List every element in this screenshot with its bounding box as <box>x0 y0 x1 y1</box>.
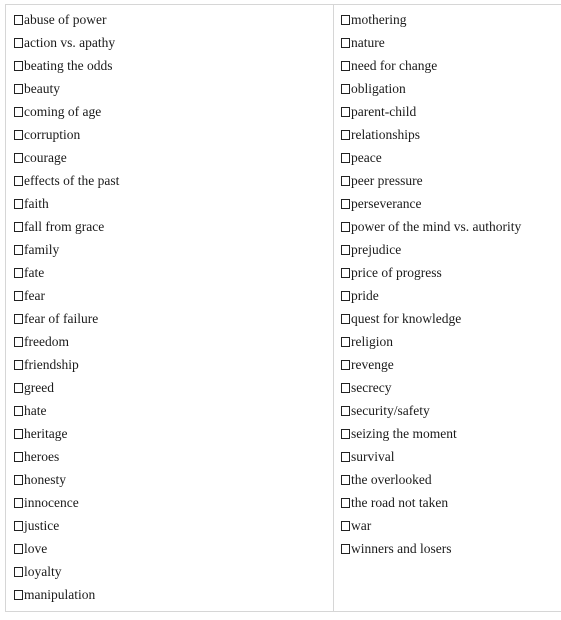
theme-checklist-item[interactable] <box>14 31 333 54</box>
checkbox-icon[interactable] <box>341 498 350 508</box>
theme-checklist-item[interactable] <box>14 284 333 307</box>
checkbox-icon[interactable] <box>14 107 23 117</box>
theme-checklist-item[interactable] <box>341 445 561 468</box>
theme-checklist-item[interactable] <box>14 445 333 468</box>
theme-checklist-item[interactable] <box>14 307 333 330</box>
theme-label: corruption <box>24 127 81 142</box>
theme-label: security/safety <box>351 403 430 418</box>
checkbox-icon[interactable] <box>341 222 350 232</box>
checkbox-icon[interactable] <box>341 15 350 25</box>
checkbox-icon[interactable] <box>14 291 23 301</box>
theme-checklist-item[interactable] <box>14 376 333 399</box>
theme-label: hate <box>24 403 47 418</box>
theme-checklist-item[interactable] <box>341 284 561 307</box>
theme-checklist-item[interactable] <box>14 238 333 261</box>
checkbox-icon[interactable] <box>341 521 350 531</box>
theme-label: religion <box>351 334 393 349</box>
checkbox-icon[interactable] <box>341 61 350 71</box>
theme-checklist-item[interactable] <box>14 468 333 491</box>
checkbox-icon[interactable] <box>14 15 23 25</box>
theme-label: fall from grace <box>24 219 105 234</box>
theme-label: greed <box>24 380 54 395</box>
theme-checklist-item[interactable] <box>14 261 333 284</box>
theme-label: quest for knowledge <box>351 311 462 326</box>
checkbox-icon[interactable] <box>14 406 23 416</box>
checkbox-icon[interactable] <box>14 567 23 577</box>
theme-label: the road not taken <box>351 495 449 510</box>
theme-checklist-item[interactable] <box>341 77 561 100</box>
theme-label: secrecy <box>351 380 392 395</box>
theme-checklist-item[interactable] <box>14 192 333 215</box>
theme-checklist-item[interactable] <box>341 491 561 514</box>
checkbox-icon[interactable] <box>14 498 23 508</box>
checkbox-icon[interactable] <box>14 475 23 485</box>
checkbox-icon[interactable] <box>14 314 23 324</box>
theme-label: price of progress <box>351 265 442 280</box>
theme-label: perseverance <box>351 196 422 211</box>
theme-checklist-item[interactable] <box>341 376 561 399</box>
theme-checklist-item[interactable] <box>14 215 333 238</box>
left-column <box>6 5 334 611</box>
checkbox-icon[interactable] <box>14 153 23 163</box>
theme-checklist-item[interactable] <box>341 238 561 261</box>
theme-label: courage <box>24 150 67 165</box>
theme-checklist-item[interactable] <box>341 54 561 77</box>
theme-label: mothering <box>351 12 407 27</box>
theme-label: prejudice <box>351 242 402 257</box>
theme-checklist-item[interactable] <box>341 307 561 330</box>
checkbox-icon[interactable] <box>341 268 350 278</box>
checkbox-icon[interactable] <box>341 360 350 370</box>
theme-checklist-item[interactable] <box>341 422 561 445</box>
theme-label: innocence <box>24 495 79 510</box>
checkbox-icon[interactable] <box>14 245 23 255</box>
checkbox-icon[interactable] <box>14 452 23 462</box>
checkbox-icon[interactable] <box>341 176 350 186</box>
checkbox-icon[interactable] <box>14 521 23 531</box>
theme-label: family <box>24 242 60 257</box>
theme-label: effects of the past <box>24 173 120 188</box>
theme-label: beating the odds <box>24 58 113 73</box>
checkbox-icon[interactable] <box>341 337 350 347</box>
theme-label: coming of age <box>24 104 102 119</box>
checkbox-icon[interactable] <box>341 107 350 117</box>
theme-checklist-item[interactable] <box>14 54 333 77</box>
theme-checklist-item[interactable] <box>341 169 561 192</box>
theme-checklist-item[interactable] <box>14 169 333 192</box>
theme-label: survival <box>351 449 395 464</box>
theme-label: heritage <box>24 426 68 441</box>
checkbox-icon[interactable] <box>341 245 350 255</box>
checkbox-icon[interactable] <box>14 337 23 347</box>
theme-label: peer pressure <box>351 173 423 188</box>
theme-label: manipulation <box>24 587 96 602</box>
theme-label: peace <box>351 150 382 165</box>
theme-checklist-item[interactable] <box>14 330 333 353</box>
theme-label: fear <box>24 288 45 303</box>
theme-checklist-item[interactable] <box>14 537 333 560</box>
theme-label: friendship <box>24 357 79 372</box>
theme-checklist-item[interactable] <box>341 537 561 560</box>
checkbox-icon[interactable] <box>14 222 23 232</box>
checkbox-icon[interactable] <box>14 590 23 600</box>
theme-checklist-item[interactable] <box>341 353 561 376</box>
theme-checklist-item[interactable] <box>341 123 561 146</box>
checkbox-icon[interactable] <box>14 61 23 71</box>
theme-checklist-item[interactable] <box>14 399 333 422</box>
checkbox-icon[interactable] <box>341 314 350 324</box>
theme-label: the overlooked <box>351 472 432 487</box>
checkbox-icon[interactable] <box>14 383 23 393</box>
theme-checklist-item[interactable] <box>14 560 333 583</box>
theme-label: loyalty <box>24 564 62 579</box>
theme-label: revenge <box>351 357 394 372</box>
theme-checklist-item[interactable] <box>14 514 333 537</box>
checkbox-icon[interactable] <box>14 429 23 439</box>
theme-checklist-item[interactable] <box>341 215 561 238</box>
theme-checklist-item[interactable] <box>14 100 333 123</box>
checkbox-icon[interactable] <box>341 475 350 485</box>
theme-label: obligation <box>351 81 406 96</box>
theme-checklist-table <box>5 4 561 612</box>
theme-label: nature <box>351 35 385 50</box>
theme-label: fear of failure <box>24 311 99 326</box>
theme-label: fate <box>24 265 45 280</box>
right-column <box>334 5 561 611</box>
checkbox-icon[interactable] <box>341 429 350 439</box>
theme-label: action vs. apathy <box>24 35 116 50</box>
checkbox-icon[interactable] <box>14 84 23 94</box>
theme-checklist-item[interactable] <box>341 8 561 31</box>
checkbox-icon[interactable] <box>14 38 23 48</box>
theme-label: parent-child <box>351 104 417 119</box>
theme-label: freedom <box>24 334 69 349</box>
theme-checklist-item[interactable] <box>341 330 561 353</box>
checkbox-icon[interactable] <box>341 84 350 94</box>
theme-checklist-item[interactable] <box>341 514 561 537</box>
theme-label: relationships <box>351 127 420 142</box>
theme-label: war <box>351 518 372 533</box>
theme-checklist-item[interactable] <box>14 77 333 100</box>
theme-label: winners and losers <box>351 541 452 556</box>
checkbox-icon[interactable] <box>341 291 350 301</box>
checkbox-icon[interactable] <box>341 130 350 140</box>
checkbox-icon[interactable] <box>341 452 350 462</box>
theme-checklist-item[interactable] <box>14 146 333 169</box>
theme-checklist-item[interactable] <box>341 100 561 123</box>
checkbox-icon[interactable] <box>341 544 350 554</box>
theme-label: honesty <box>24 472 66 487</box>
theme-checklist-item[interactable] <box>14 353 333 376</box>
theme-checklist-item[interactable] <box>14 8 333 31</box>
theme-checklist-item[interactable] <box>14 422 333 445</box>
checkbox-icon[interactable] <box>14 544 23 554</box>
theme-label: abuse of power <box>24 12 107 27</box>
checkbox-icon[interactable] <box>14 130 23 140</box>
theme-label: faith <box>24 196 49 211</box>
checkbox-icon[interactable] <box>341 199 350 209</box>
theme-checklist-item[interactable] <box>341 261 561 284</box>
theme-checklist-item[interactable] <box>341 192 561 215</box>
theme-label: heroes <box>24 449 60 464</box>
theme-label: pride <box>351 288 379 303</box>
theme-label: need for change <box>351 58 438 73</box>
checkbox-icon[interactable] <box>14 176 23 186</box>
theme-checklist-item[interactable] <box>14 491 333 514</box>
checkbox-icon[interactable] <box>341 406 350 416</box>
theme-label: love <box>24 541 48 556</box>
theme-label: seizing the moment <box>351 426 457 441</box>
checkbox-icon[interactable] <box>14 268 23 278</box>
theme-label: justice <box>24 518 60 533</box>
theme-checklist-item[interactable] <box>341 31 561 54</box>
theme-checklist-item[interactable] <box>341 399 561 422</box>
theme-label: power of the mind vs. authority <box>351 219 522 234</box>
checkbox-icon[interactable] <box>14 199 23 209</box>
checkbox-icon[interactable] <box>341 38 350 48</box>
theme-checklist-item[interactable] <box>14 583 333 606</box>
checkbox-icon[interactable] <box>341 383 350 393</box>
theme-checklist-item[interactable] <box>341 468 561 491</box>
checkbox-icon[interactable] <box>14 360 23 370</box>
checkbox-icon[interactable] <box>341 153 350 163</box>
theme-label: beauty <box>24 81 60 96</box>
theme-checklist-item[interactable] <box>341 146 561 169</box>
theme-checklist-item[interactable] <box>14 123 333 146</box>
